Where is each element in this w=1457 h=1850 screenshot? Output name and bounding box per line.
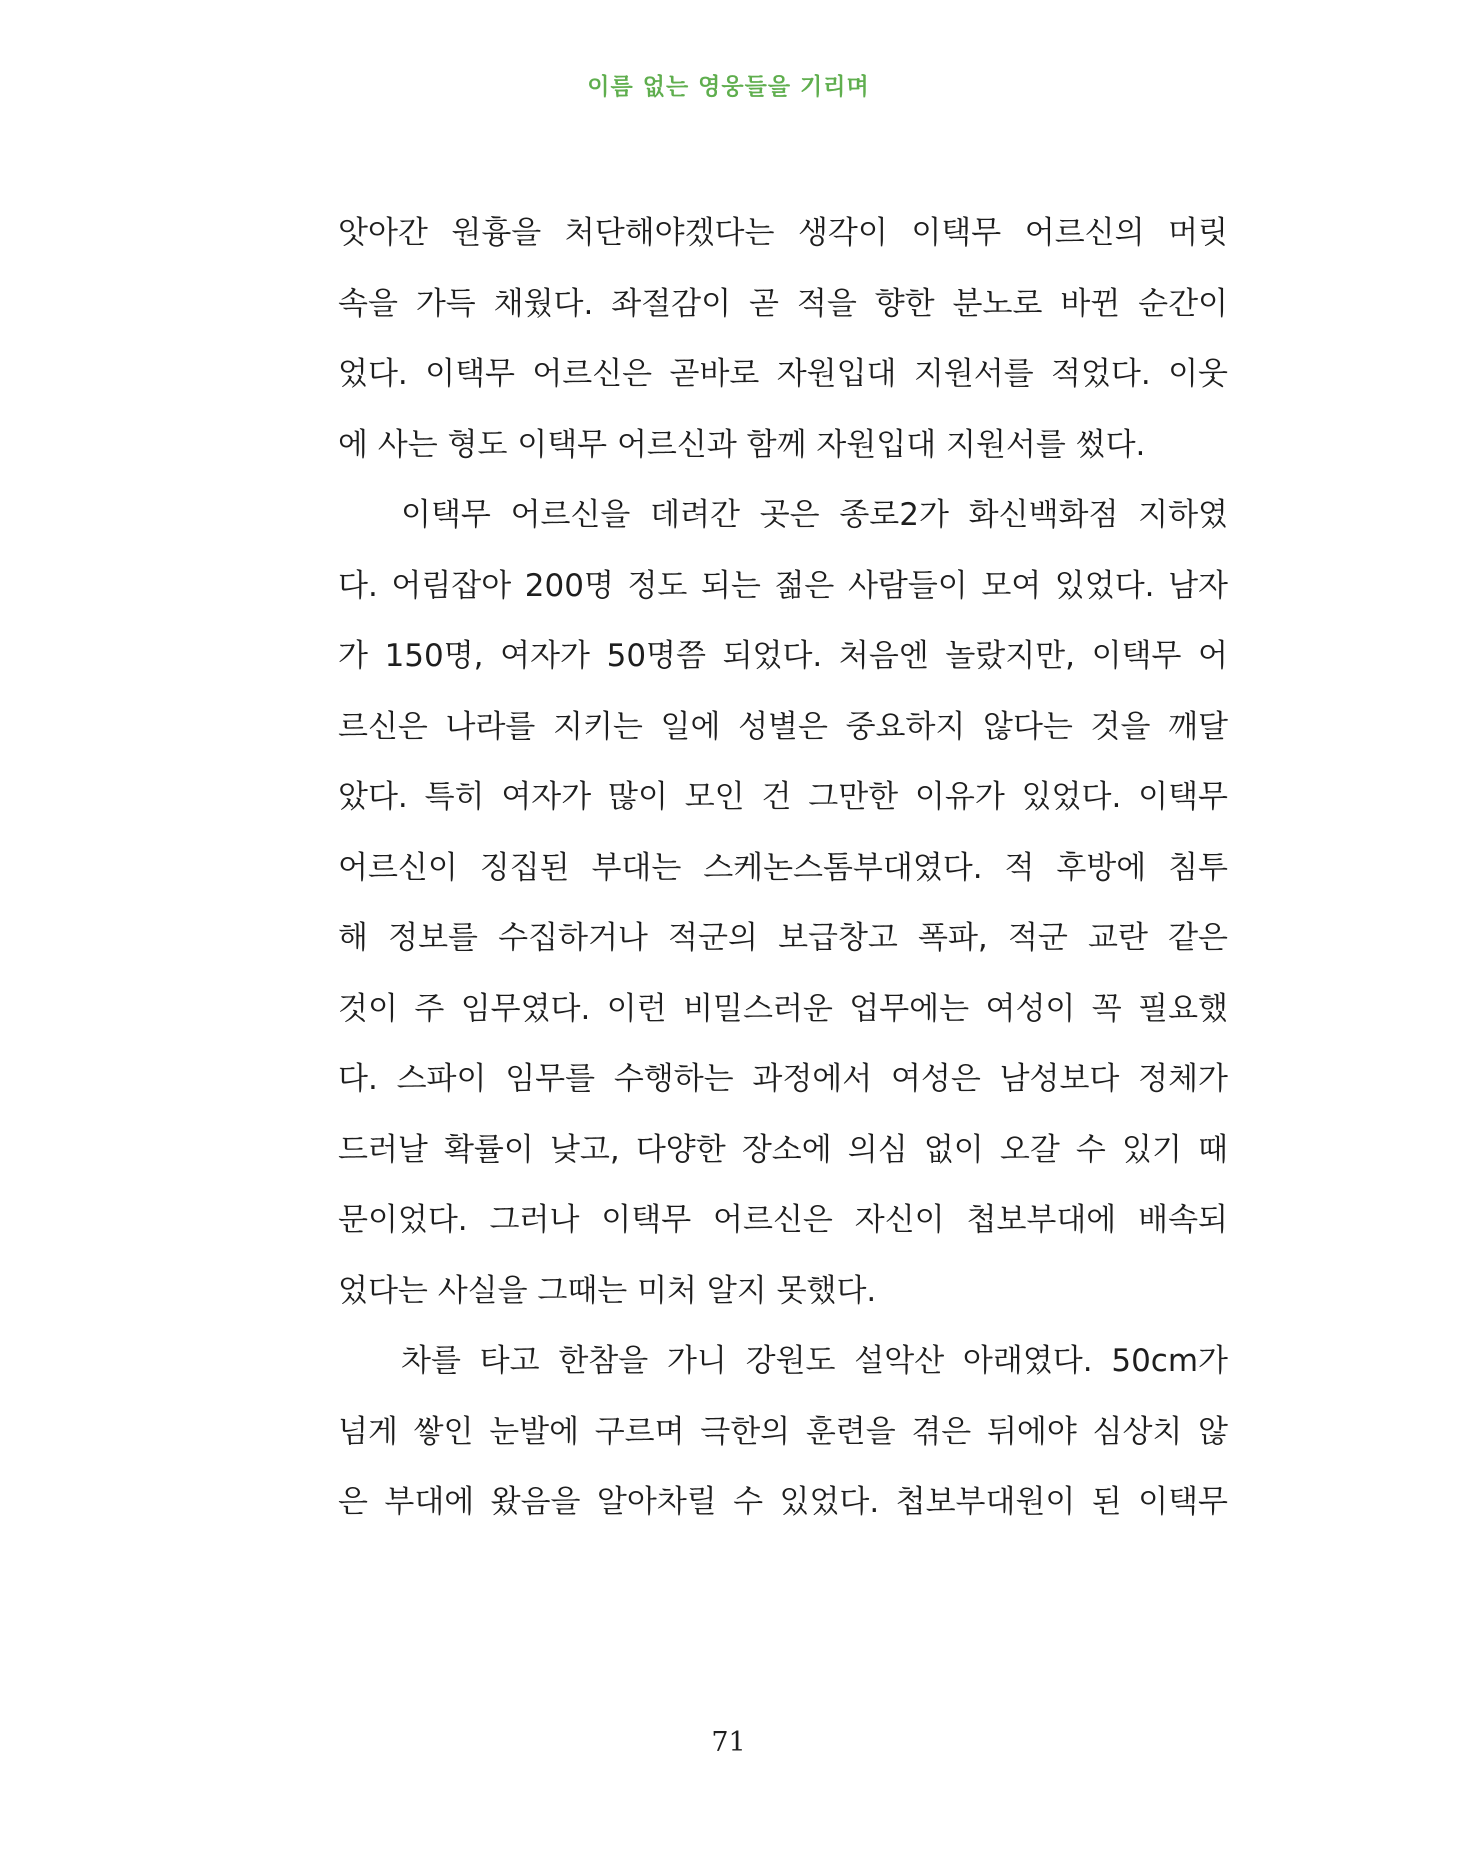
text-line: 앗아간 원흉을 처단해야겠다는 생각이 이택무 어르신의 머릿 bbox=[338, 215, 1228, 251]
text-line: 다. 어림잡아 200명 정도 되는 젊은 사람들이 모여 있었다. 남자 bbox=[338, 567, 1228, 604]
text-line: 에 사는 형도 이택무 어르신과 함께 자원입대 지원서를 썼다. bbox=[338, 426, 1146, 463]
running-header: 이름 없는 영웅들을 기리며 bbox=[587, 74, 870, 100]
text-line: 이택무 어르신을 데려간 곳은 종로2가 화신백화점 지하였 bbox=[401, 497, 1228, 533]
text-line: 차를 타고 한참을 가니 강원도 설악산 아래였다. 50cm가 bbox=[401, 1343, 1228, 1379]
page-number: 71 bbox=[711, 1727, 746, 1758]
text-line: 속을 가득 채웠다. 좌절감이 곧 적을 향한 분노로 바뀐 순간이 bbox=[338, 285, 1228, 322]
text-line: 었다. 이택무 어르신은 곧바로 자원입대 지원서를 적었다. 이웃 bbox=[338, 356, 1228, 392]
text-line: 르신은 나라를 지키는 일에 성별은 중요하지 않다는 것을 깨달 bbox=[338, 708, 1228, 745]
text-line: 가 150명, 여자가 50명쯤 되었다. 처음엔 놀랐지만, 이택무 어 bbox=[338, 638, 1228, 674]
text-line: 것이 주 임무였다. 이런 비밀스러운 업무에는 여성이 꼭 필요했 bbox=[338, 990, 1228, 1027]
text-line: 았다. 특히 여자가 많이 모인 건 그만한 이유가 있었다. 이택무 bbox=[338, 779, 1228, 815]
text-line: 해 정보를 수집하거나 적군의 보급창고 폭파, 적군 교란 같은 bbox=[338, 920, 1228, 956]
text-line: 문이었다. 그러나 이택무 어르신은 자신이 첩보부대에 배속되 bbox=[338, 1202, 1228, 1238]
text-line: 넘게 쌓인 눈발에 구르며 극한의 훈련을 겪은 뒤에야 심상치 않 bbox=[338, 1413, 1228, 1450]
text-line: 드러날 확률이 낮고, 다양한 장소에 의심 없이 오갈 수 있기 때 bbox=[338, 1131, 1228, 1168]
text-line: 어르신이 징집된 부대는 스케논스톰부대였다. 적 후방에 침투 bbox=[338, 849, 1228, 886]
text-line: 다. 스파이 임무를 수행하는 과정에서 여성은 남성보다 정체가 bbox=[338, 1061, 1228, 1097]
text-line: 었다는 사실을 그때는 미처 알지 못했다. bbox=[338, 1272, 877, 1309]
body-text bbox=[338, 198, 1228, 1538]
text-line: 은 부대에 왔음을 알아차릴 수 있었다. 첩보부대원이 된 이택무 bbox=[338, 1484, 1228, 1520]
